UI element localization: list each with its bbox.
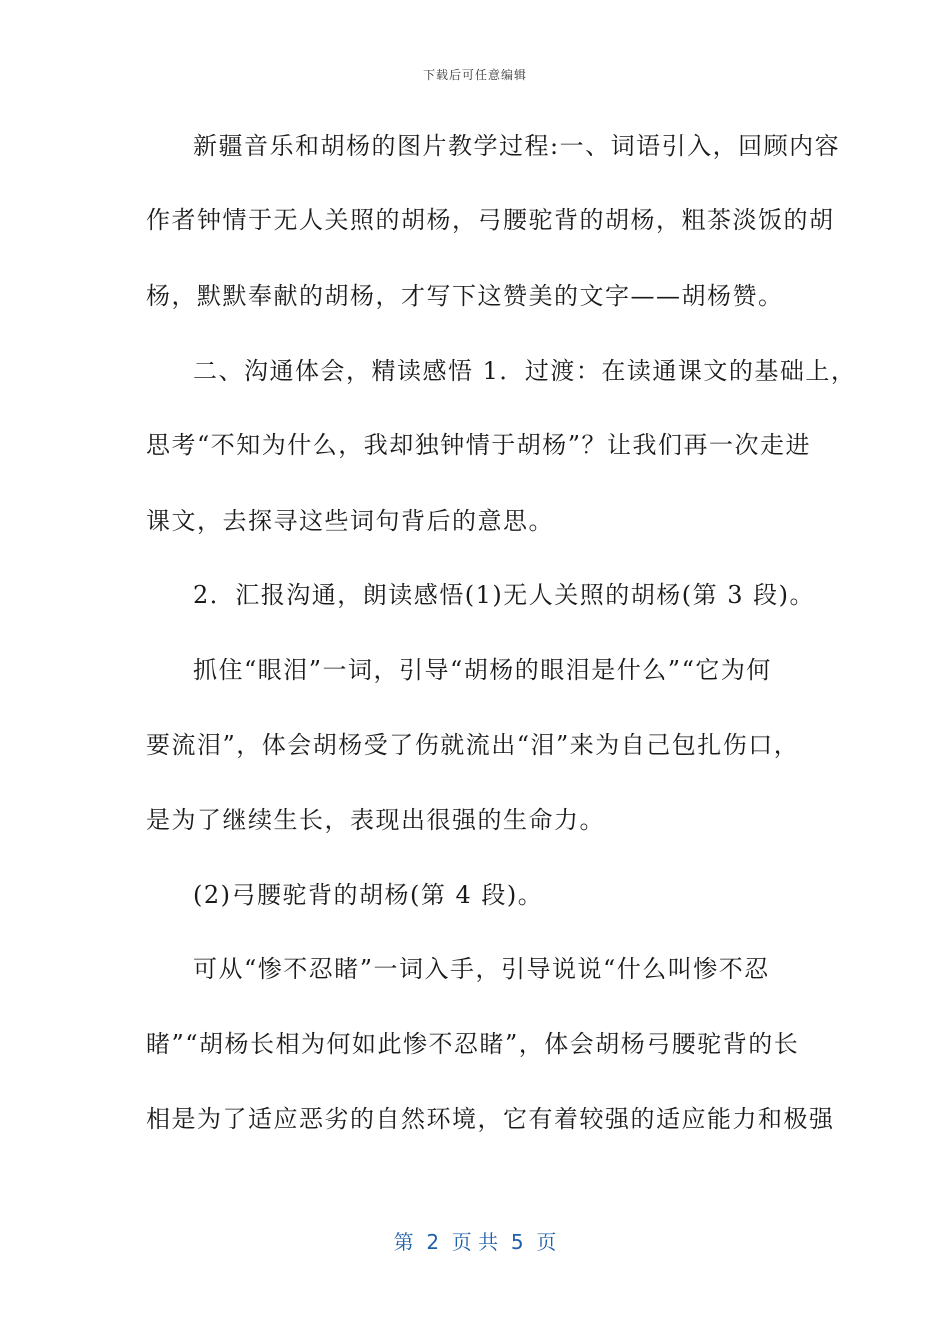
- paragraph-line: 二、沟通体会，精读感悟 1．过渡：在读通课文的基础上，: [193, 357, 857, 385]
- paragraph-line: 思考“不知为什么，我却独钟情于胡杨”？让我们再一次走进: [146, 431, 812, 459]
- paragraph-line: 新疆音乐和胡杨的图片教学过程:一、词语引入，回顾内容: [193, 132, 841, 160]
- paragraph-line: 可从“惨不忍睹”一词入手，引导说说“什么叫惨不忍: [193, 955, 770, 983]
- paragraph-line: 课文，去探寻这些词句背后的意思。: [146, 507, 554, 535]
- paragraph-line: 相是为了适应恶劣的自然环境，它有着较强的适应能力和极强: [146, 1105, 835, 1133]
- paragraph-line: 杨，默默奉献的胡杨，才写下这赞美的文字——胡杨赞。: [146, 282, 784, 310]
- paragraph-line: 作者钟情于无人关照的胡杨，弓腰驼背的胡杨，粗茶淡饭的胡: [146, 206, 835, 234]
- paragraph-line: (2)弓腰驼背的胡杨(第 4 段)。: [193, 881, 544, 909]
- paragraph-line: 2．汇报沟通，朗读感悟(1)无人关照的胡杨(第 3 段)。: [193, 581, 816, 609]
- paragraph-line: 睹”“胡杨长相为何如此惨不忍睹”，体会胡杨弓腰驼背的长: [146, 1030, 800, 1058]
- paragraph-line: 要流泪”，体会胡杨受了伤就流出“泪”来为自己包扎伤口，: [146, 731, 800, 759]
- header-note: 下载后可任意编辑: [422, 68, 527, 82]
- paragraph-line: 抓住“眼泪”一词，引导“胡杨的眼泪是什么”“它为何: [193, 656, 772, 684]
- page-number: 第 2 页 共 5 页: [393, 1230, 557, 1254]
- paragraph-line: 是为了继续生长，表现出很强的生命力。: [146, 806, 605, 834]
